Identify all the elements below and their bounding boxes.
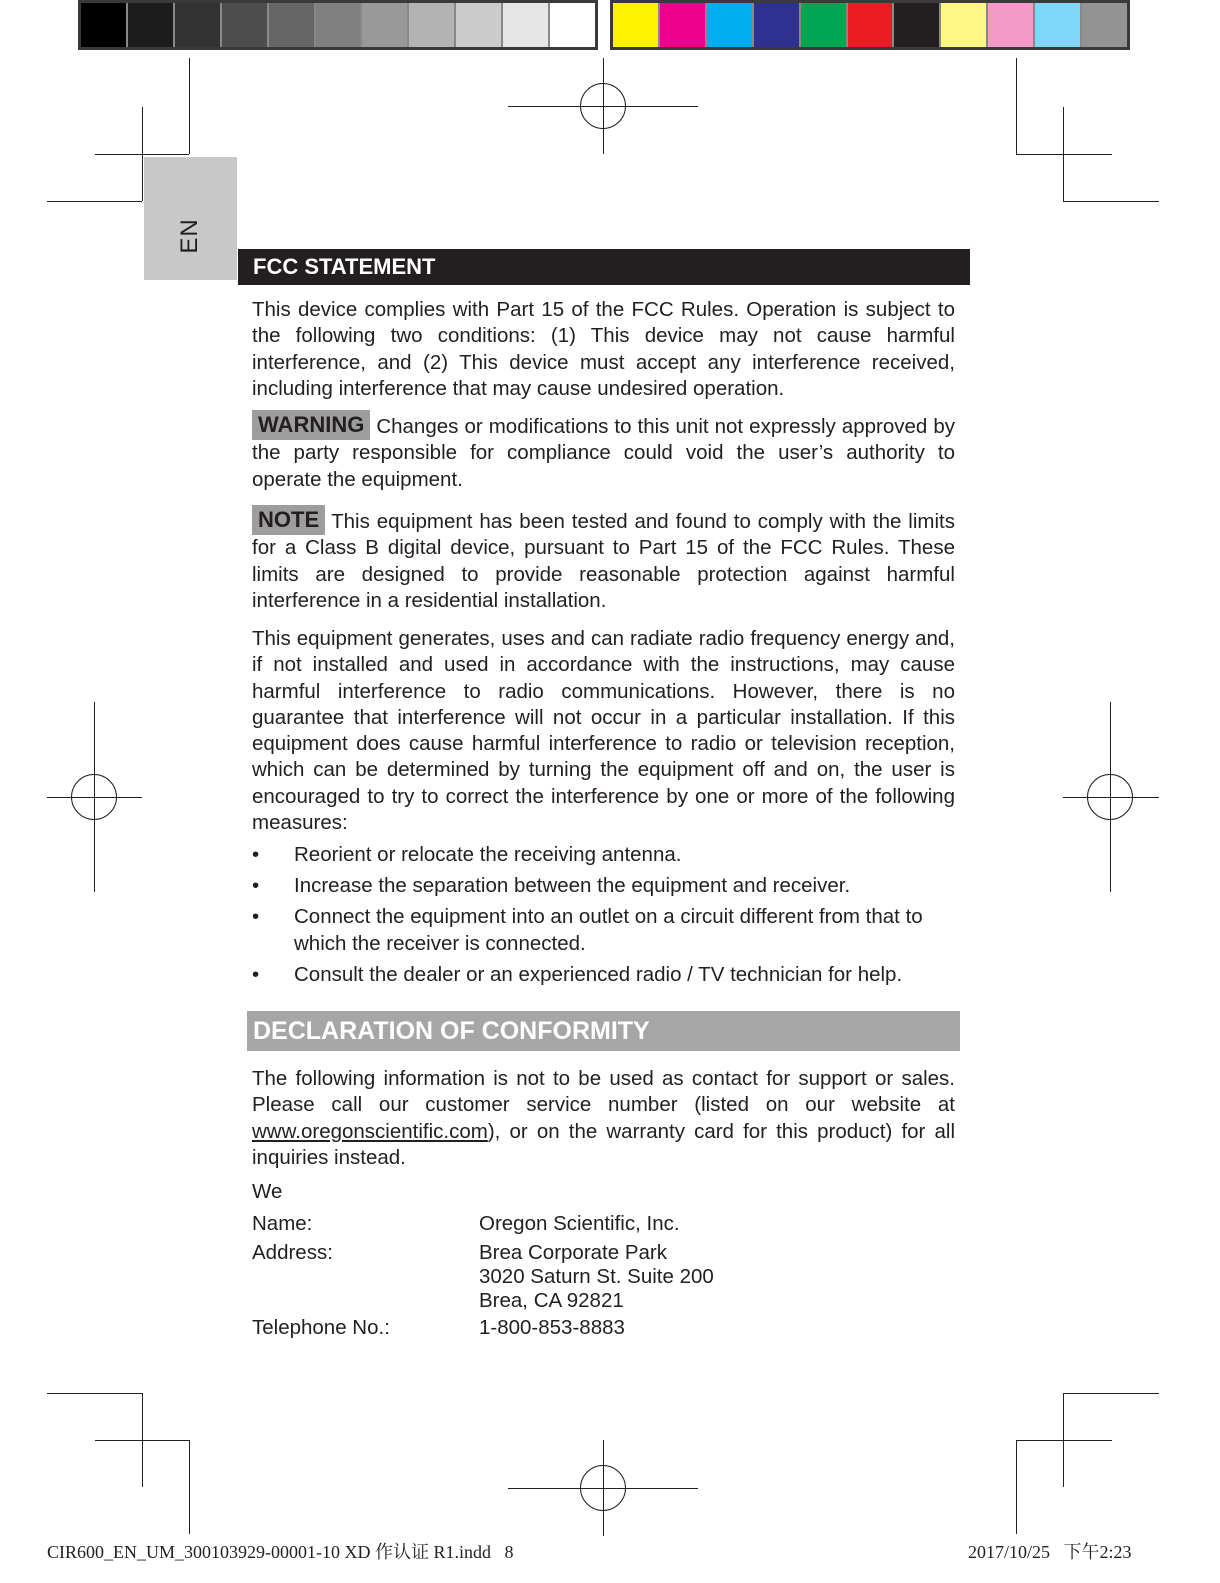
crop-mark (95, 1440, 189, 1441)
color-swatch (175, 3, 222, 47)
note-block (252, 505, 955, 614)
color-swatch (941, 3, 988, 47)
grayscale-color-bar (78, 0, 598, 50)
telephone-label: Telephone No.: (252, 1316, 390, 1339)
color-swatch (81, 3, 128, 47)
crop-mark (1063, 1393, 1159, 1394)
crop-mark (1063, 201, 1159, 202)
language-label: EN (176, 218, 203, 254)
note-tag: NOTE (252, 505, 325, 535)
color-swatch (1035, 3, 1082, 47)
warning-block (252, 410, 955, 493)
color-swatch (362, 3, 409, 47)
name-value: Oregon Scientific, Inc. (479, 1212, 680, 1235)
color-swatch (128, 3, 175, 47)
list-item: • Reorient or relocate the receiving antenna. (252, 843, 682, 867)
doc-intro: The following information is not to be used as contact for support or sales. Please call our customer service number (listed on our website at www.oregonscientific.com), or on the warranty card for this product) for all inquiries instead. (252, 1067, 955, 1169)
fcc-section-title: FCC STATEMENT (238, 249, 970, 285)
color-swatch (550, 3, 595, 47)
file-slug: CIR600_EN_UM_300103929-00001-10 XD 作认证 R1.indd 8 (47, 1542, 514, 1562)
color-swatch (660, 3, 707, 47)
color-swatch (988, 3, 1035, 47)
crop-mark (1016, 58, 1017, 154)
color-swatch (1082, 3, 1127, 47)
crop-mark (1016, 1440, 1112, 1441)
address-label: Address: (252, 1241, 333, 1264)
warning-text: Changes or modifications to this unit not expressly approved by the party responsible for compliance could void the user’s authority to operate the equipment. (252, 415, 955, 491)
fcc-paragraph: This device complies with Part 15 of the FCC Rules. Operation is subject to the following two conditions: (1) This device may not cause harmful interference, and (2) This device must accept any interference received, including interference that may cause undesired operation. (252, 298, 955, 400)
color-swatch (754, 3, 801, 47)
crop-mark (189, 1440, 190, 1534)
color-swatch (456, 3, 503, 47)
date-slug: 2017/10/25 下午2:23 (968, 1542, 1132, 1562)
measures-list (252, 842, 955, 988)
list-item: • Connect the equipment into an outlet on a circuit different from that to which the receiver is connected. (252, 905, 923, 955)
website-link[interactable]: www.oregonscientific.com (252, 1119, 488, 1143)
color-swatch (503, 3, 550, 47)
crop-mark (189, 58, 190, 154)
doc-section-title: DECLARATION OF CONFORMITY (247, 1011, 960, 1051)
list-item: • Consult the dealer or an experienced radio / TV technician for help. (252, 962, 903, 986)
color-swatch (269, 3, 316, 47)
color-swatch (613, 3, 660, 47)
fcc-intro (252, 297, 955, 402)
color-swatch (801, 3, 848, 47)
fcc-measures (252, 626, 955, 993)
color-swatch (316, 3, 363, 47)
crop-mark (1016, 1440, 1017, 1534)
telephone-value: 1-800-853-8883 (479, 1316, 625, 1339)
color-swatch (707, 3, 754, 47)
color-swatch (222, 3, 269, 47)
crop-mark (1016, 154, 1112, 155)
color-swatch (409, 3, 456, 47)
fcc-paragraph: This equipment generates, uses and can radiate radio frequency energy and, if not installed and used in accordance with the instructions, may cause harmful interference to radio communications. However, there is no guarantee that interference will not occur in a particular installation. If this equipment does cause harmful interference to radio or television reception, which can be determined by turning the equipment off and on, the user is encouraged to try to correct the interference by one or more of the following measures: (252, 627, 955, 835)
crop-mark (1063, 107, 1064, 201)
note-text: This equipment has been tested and found to comply with the limits for a Class B digital device, pursuant to Part 15 of the FCC Rules. These limits are designed to provide reasonable protection against harmful interference in a residential installation. (252, 510, 955, 612)
process-color-bar (610, 0, 1130, 50)
crop-mark (142, 107, 143, 201)
color-swatch (848, 3, 895, 47)
address-value: Brea Corporate Park 3020 Saturn St. Suite 200 Brea, CA 92821 (479, 1241, 714, 1312)
we-label: We (252, 1180, 283, 1203)
crop-mark (47, 201, 142, 202)
color-swatch (894, 3, 941, 47)
name-label: Name: (252, 1212, 313, 1235)
crop-mark (47, 1393, 142, 1394)
list-item: • Increase the separation between the equipment and receiver. (252, 874, 851, 898)
warning-tag: WARNING (252, 410, 370, 440)
